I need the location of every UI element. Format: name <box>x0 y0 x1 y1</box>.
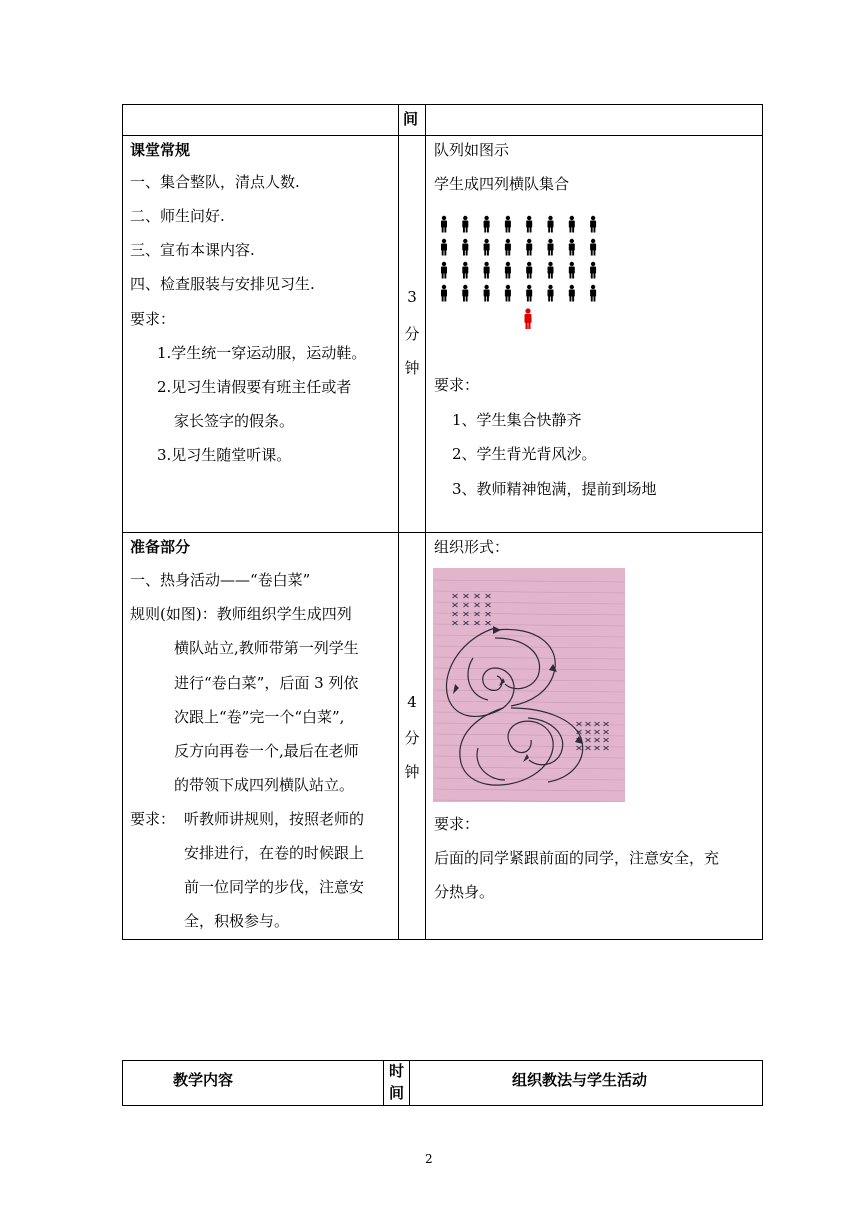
student-icon <box>484 262 490 279</box>
warmup-line: 进行“卷白菜”，后面 3 列依 <box>174 674 359 692</box>
requirement-item: 2.见习生请假要有班主任或者 <box>157 378 352 396</box>
formation-note: 学生成四列横队集合 <box>434 175 570 193</box>
requirement-label: 要求： <box>434 815 480 833</box>
student-icon <box>590 262 596 279</box>
requirement-label: 要求： <box>130 810 176 828</box>
warmup-line: 次跟上“卷”完一个“白菜”, <box>174 708 345 726</box>
warmup-line: 的带领下成四列横队站立。 <box>174 776 355 794</box>
section-title-routine: 课堂常规 <box>130 141 191 159</box>
cabbage-roll-photo <box>433 568 625 802</box>
organization-label: 组织形式： <box>434 538 510 556</box>
warmup-line: 横队站立,教师带第一列学生 <box>174 639 359 657</box>
formation-diagram <box>436 212 606 334</box>
page-number: 2 <box>425 1152 433 1166</box>
duration-value: 4 <box>407 693 417 711</box>
warmup-line: 规则(如图)：教师组织学生成四列 <box>130 605 352 623</box>
student-icon <box>569 239 575 256</box>
duration-unit: 钟 <box>404 359 420 377</box>
column-header-organization: 组织教法与学生活动 <box>512 1071 648 1089</box>
student-icon <box>462 239 468 256</box>
warmup-line: 反方向再卷一个,最后在老师 <box>174 742 359 760</box>
teacher-figure <box>525 308 532 329</box>
student-icon <box>526 239 532 256</box>
student-icon <box>526 216 532 233</box>
requirement-label: 要求： <box>434 376 480 394</box>
student-icon <box>484 285 490 302</box>
column-header-time: 时 <box>389 1062 405 1080</box>
duration-unit: 分 <box>404 325 420 343</box>
requirement-item: 安排进行，在卷的时候跟上 <box>184 844 365 862</box>
duration-unit: 钟 <box>404 763 420 781</box>
student-icon <box>548 262 554 279</box>
requirement-item: 前一位同学的步伐，注意安 <box>184 878 365 896</box>
student-icon <box>462 285 468 302</box>
student-icon <box>569 262 575 279</box>
student-icon <box>505 262 511 279</box>
student-icon <box>590 285 596 302</box>
student-icon <box>548 239 554 256</box>
student-icon <box>441 262 447 279</box>
student-icon <box>590 216 596 233</box>
formation-note: 队列如图示 <box>434 141 510 159</box>
column-header-time: 间 <box>389 1084 405 1102</box>
requirement-item: 3.见习生随堂听课。 <box>157 446 292 464</box>
requirement-label: 要求： <box>130 310 176 328</box>
student-icon <box>505 216 511 233</box>
student-icon <box>569 285 575 302</box>
routine-item: 一、集合整队，清点人数. <box>130 173 300 191</box>
student-icon <box>505 239 511 256</box>
requirement-item: 1.学生统一穿运动服，运动鞋。 <box>157 344 367 362</box>
time-header-partial: 间 <box>403 110 419 128</box>
duration-unit: 分 <box>404 729 420 747</box>
routine-item: 三、宣布本课内容. <box>130 241 255 259</box>
requirement-item: 听教师讲规则，按照老师的 <box>184 810 365 828</box>
warmup-line: 一、热身活动——“卷白菜” <box>130 571 311 589</box>
student-icon <box>526 285 532 302</box>
column-header-content: 教学内容 <box>173 1071 234 1089</box>
student-icon <box>441 239 447 256</box>
student-icon <box>548 216 554 233</box>
student-icon <box>484 239 490 256</box>
org-requirement-item: 2、学生背光背风沙。 <box>452 445 597 463</box>
section-title-warmup: 准备部分 <box>130 538 191 556</box>
student-icon <box>441 285 447 302</box>
student-icon <box>526 262 532 279</box>
duration-value: 3 <box>407 288 417 306</box>
student-icon <box>569 216 575 233</box>
student-icon <box>505 285 511 302</box>
org-requirement-item: 3、教师精神饱满，提前到场地 <box>452 480 657 498</box>
routine-item: 二、师生问好. <box>130 207 225 225</box>
org-requirement-item: 后面的同学紧跟前面的同学，注意安全，充 <box>434 849 720 867</box>
student-icon <box>462 216 468 233</box>
requirement-item: 家长签字的假条。 <box>174 412 295 430</box>
requirement-item: 全，积极参与。 <box>184 912 290 930</box>
student-icon <box>441 216 447 233</box>
student-icon <box>548 285 554 302</box>
routine-item: 四、检查服装与安排见习生. <box>130 275 315 293</box>
student-icon <box>462 262 468 279</box>
student-icon <box>590 239 596 256</box>
org-requirement-item: 1、学生集合快静齐 <box>452 411 582 429</box>
student-icon <box>484 216 490 233</box>
student-figures <box>441 216 596 302</box>
org-requirement-item: 分热身。 <box>434 883 495 901</box>
